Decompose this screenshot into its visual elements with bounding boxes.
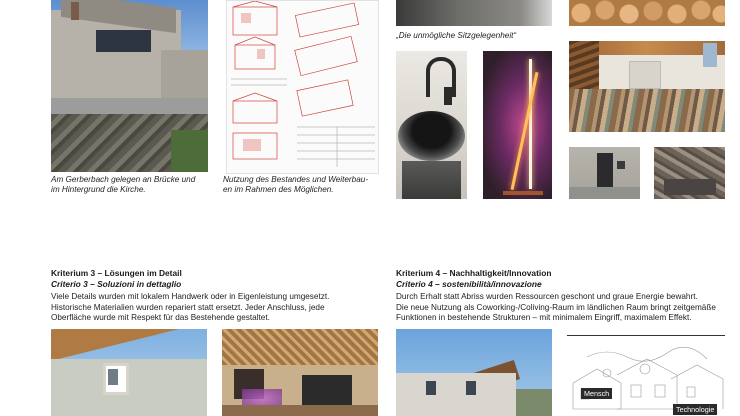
photo-stone-wall bbox=[396, 0, 552, 26]
people-technology-diagram bbox=[567, 329, 725, 416]
photo-gable-window bbox=[51, 329, 207, 416]
caption-line: en im Rahmen des Möglichen. bbox=[223, 185, 334, 195]
photo-house-gerberbach bbox=[51, 0, 208, 172]
photo-log-ends bbox=[569, 0, 725, 26]
criterion-3-title: Kriterium 3 – Lösungen im Detail bbox=[51, 268, 182, 278]
photo-wood-pergola bbox=[222, 329, 378, 416]
photo-stone-cabinet bbox=[654, 147, 725, 199]
criterion-4-subtitle: Criterio 4 – sostenibilità/innovazione bbox=[396, 279, 542, 289]
body-line: Die neue Nutzung als Coworking-/Coliving-Raum im ländlichen Raum bringt zeitgemäße bbox=[396, 302, 716, 312]
photo-house-exterior bbox=[396, 329, 552, 416]
plans-drawing-sheet bbox=[226, 0, 379, 174]
tag-mensch: Mensch bbox=[581, 388, 612, 399]
photo-interior-room bbox=[569, 41, 725, 132]
plans-drawing-icon bbox=[227, 1, 378, 173]
photo-neon-light bbox=[483, 51, 552, 199]
caption-house bbox=[51, 175, 221, 196]
body-line: Viele Details wurden mit lokalem Handwerk oder in Eigenleistung umgesetzt. bbox=[51, 292, 330, 301]
caption-line: Am Gerberbach gelegen an Brücke und bbox=[51, 175, 196, 184]
caption-plans bbox=[223, 175, 393, 196]
sketch-icon bbox=[567, 329, 725, 416]
caption-line: Nutzung des Bestandes und Weiterbau- bbox=[223, 175, 369, 184]
body-line: Oberfläche wurde mit Respekt für das Bestehende gestaltet. bbox=[51, 313, 270, 323]
criterion-4-title: Kriterium 4 – Nachhaltigkeit/Innovation bbox=[396, 268, 552, 278]
body-line: Historische Materialien wurden repariert statt ersetzt. Jeder Anschluss, jede bbox=[51, 302, 325, 312]
criterion-3-body bbox=[51, 292, 329, 324]
caption-line: im Hintergrund die Kirche. bbox=[51, 185, 146, 195]
photo-house-door bbox=[569, 147, 640, 199]
body-line: Durch Erhalt statt Abriss wurden Ressourcen geschont und graue Energie bewahrt. bbox=[396, 292, 698, 301]
tag-technologie: Technologie bbox=[673, 404, 717, 415]
body-line: Funktionen in bestehende Strukturen – mit minimalem Eingriff, maximalem Effekt. bbox=[396, 313, 692, 323]
criterion-3-subtitle: Criterio 3 – Soluzioni in dettaglio bbox=[51, 279, 182, 289]
criterion-4-body bbox=[396, 292, 716, 324]
quote-seat: „Die unmögliche Sitzgelegenheit“ bbox=[396, 31, 517, 40]
photo-concrete-sink bbox=[396, 51, 467, 199]
